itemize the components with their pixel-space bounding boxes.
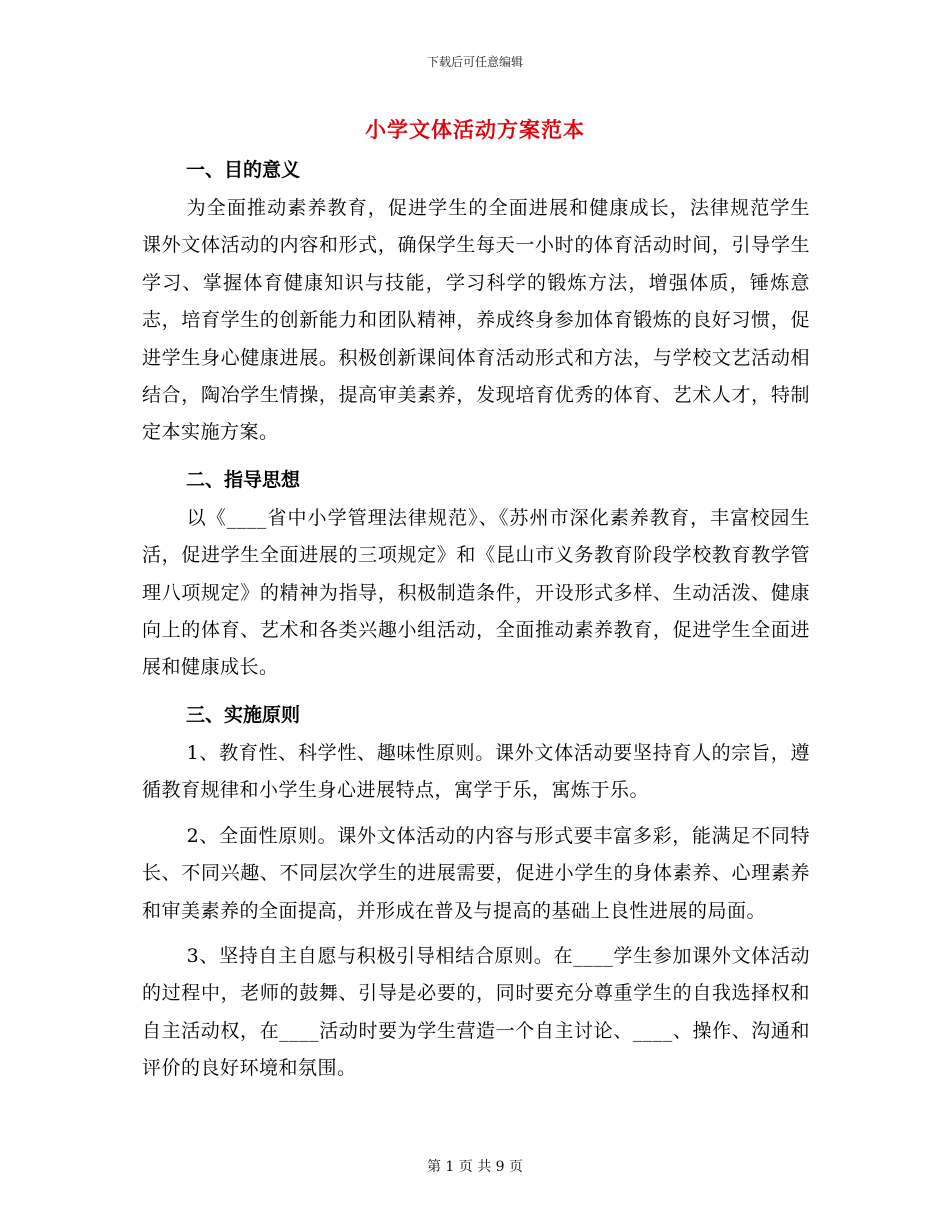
section-heading: 三、实施原则: [186, 703, 301, 726]
section-principles: [142, 695, 810, 1088]
section-paragraph: 以《____省中小学管理法律规范》、《苏州市深化素养教育，丰富校园生活，促进学生全面进展的三项规定》和《昆山市义务教育阶段学校教育教学管理八项规定》的精神为指导，积极制造条件，开设形式多样、生动活泼、健康向上的体育、艺术和各类兴趣小组活动，全面推动素养教育，促进学生全面进展和健康成长。: [142, 506, 810, 679]
document-title: 小学文体活动方案范本: [365, 117, 585, 142]
document-body: [142, 150, 810, 1088]
page-header-note: 下载后可任意编辑: [426, 55, 523, 69]
section-paragraph: 为全面推动素养教育，促进学生的全面进展和健康成长，法律规范学生课外文体活动的内容和形式，确保学生每天一小时的体育活动时间，引导学生学习、掌握体育健康知识与技能，学习科学的锻炼方法，增强体质，锤炼意志，培育学生的创新能力和团队精神，养成终身参加体育锻炼的良好习惯，促进学生身心健康进展。积极创新课间体育活动形式和方法，与学校文艺活动相结合，陶冶学生情操，提高审美素养，发现培育优秀的体育、艺术人才，特制定本实施方案。: [142, 197, 810, 444]
section-heading: 一、目的意义: [186, 159, 301, 181]
principle-paragraph: 1、教育性、科学性、趣味性原则。课外文体活动要坚持育人的宗旨，遵循教育规律和小学生身心进展特点，寓学于乐，寓炼于乐。: [142, 741, 810, 802]
section-purpose: [142, 150, 810, 452]
principle-paragraph: 2、全面性原则。课外文体活动的内容与形式要丰富多彩，能满足不同特长、不同兴趣、不同层次学生的进展需要，促进小学生的身体素养、心理素养和审美素养的全面提高，并形成在普及与提高的基础上良性进展的局面。: [142, 824, 810, 922]
section-guiding-ideology: [142, 460, 810, 687]
page-number: 第 1 页 共 9 页: [426, 1159, 524, 1175]
principle-paragraph: 3、坚持自主自愿与积极引导相结合原则。在____学生参加课外文体活动的过程中，老师的鼓舞、引导是必要的，同时要充分尊重学生的自我选择权和自主活动权，在____活动时要为学生营造一个自主讨论、____、操作、沟通和评价的良好环境和氛围。: [142, 944, 810, 1080]
section-heading: 二、指导思想: [186, 468, 301, 491]
